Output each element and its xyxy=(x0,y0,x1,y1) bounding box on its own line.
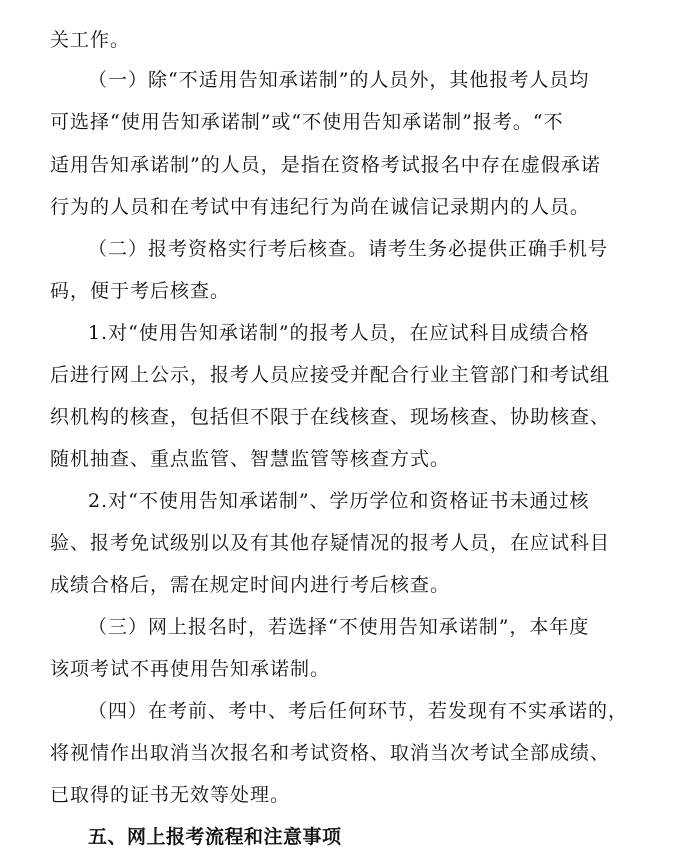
paragraph-5-line-1: （三）网上报名时，若选择“不使用告知承诺制”，本年度 xyxy=(88,616,590,638)
paragraph-4-line-3: 成绩合格后，需在规定时间内进行考后核查。 xyxy=(50,574,451,596)
text-line-1: 关工作。 xyxy=(50,29,131,51)
paragraph-1-line-4: 行为的人员和在考试中有违纪行为尚在诚信记录期内的人员。 xyxy=(50,196,591,218)
paragraph-1-line-1: （一）除“不适用告知承诺制”的人员外，其他报考人员均 xyxy=(88,69,590,91)
paragraph-3-line-3: 织机构的核查，包括但不限于在线核查、现场核查、协助核查、 xyxy=(50,406,611,428)
paragraph-5-line-2: 该项考试不再使用告知承诺制。 xyxy=(50,658,331,680)
paragraph-1-line-2: 可选择“使用告知承诺制”或“不使用告知承诺制”报考。“不 xyxy=(50,111,564,133)
paragraph-6-line-2: 将视情作出取消当次报名和考试资格、取消当次考试全部成绩、 xyxy=(50,742,611,764)
paragraph-1-line-3: 适用告知承诺制”的人员，是指在资格考试报名中存在虚假承诺 xyxy=(50,154,601,176)
paragraph-4-line-2: 验、报考免试级别以及有其他存疑情况的报考人员，在应试科目 xyxy=(50,532,611,554)
paragraph-6-line-1: （四）在考前、考中、考后任何环节，若发现有不实承诺的， xyxy=(88,700,629,722)
paragraph-3-line-4: 随机抽查、重点监管、智慧监管等核查方式。 xyxy=(50,448,451,470)
paragraph-2-line-1: （二）报考资格实行考后核查。请考生务必提供正确手机号 xyxy=(88,238,609,260)
paragraph-3-line-2: 后进行网上公示，报考人员应接受并配合行业主管部门和考试组 xyxy=(50,364,611,386)
section-heading: 五、网上报考流程和注意事项 xyxy=(88,826,342,848)
paragraph-4-line-1: 2.对“不使用告知承诺制”、学历学位和资格证书未通过核 xyxy=(88,490,590,512)
paragraph-6-line-3: 已取得的证书无效等处理。 xyxy=(50,784,291,806)
paragraph-3-line-1: 1.对“使用告知承诺制”的报考人员，在应试科目成绩合格 xyxy=(88,322,590,344)
paragraph-2-line-2: 码，便于考后核查。 xyxy=(50,280,231,302)
